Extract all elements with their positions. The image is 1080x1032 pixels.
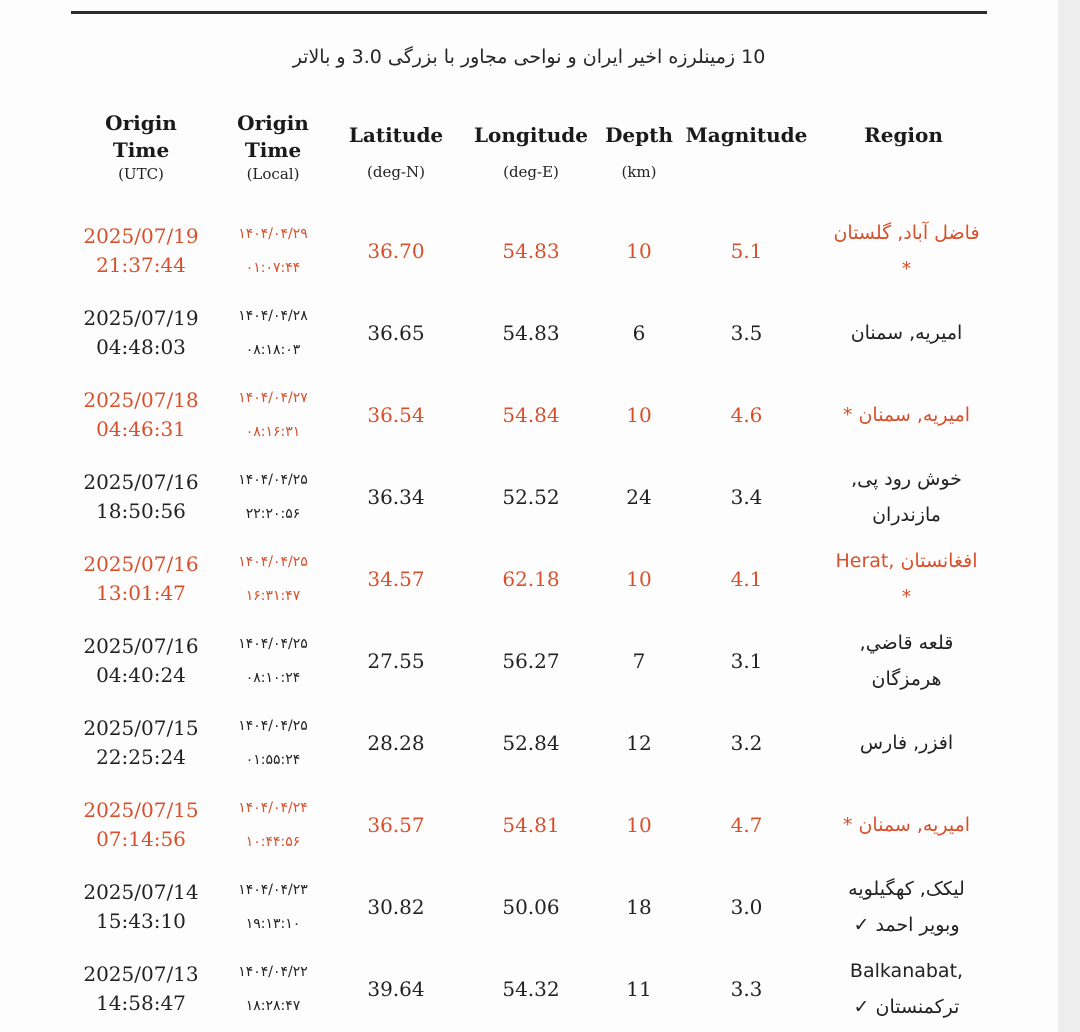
top-rule	[71, 11, 987, 14]
table-row	[71, 702, 987, 784]
cell-origin-time-utc	[71, 538, 211, 620]
local-date: ۱۴۰۴/۰۴/۲۹	[238, 226, 308, 242]
cell-depth: 10	[626, 813, 652, 837]
local-time: ۱۹:۱۳:۱۰	[245, 916, 301, 932]
region-line-1: امیریه, سمنان *	[842, 814, 971, 836]
cell-depth: 11	[626, 977, 652, 1001]
cell-depth: 7	[632, 649, 646, 673]
cell-longitude: 54.83	[502, 321, 560, 345]
table-row	[71, 538, 987, 620]
utc-date: 2025/07/14	[83, 880, 199, 904]
cell-origin-time-local	[211, 702, 335, 784]
header-latitude	[335, 104, 457, 210]
cell-origin-time-local	[211, 948, 335, 1030]
region-line-1: Balkanabat,	[849, 960, 964, 982]
cell-region	[820, 456, 987, 538]
cell-origin-time-utc	[71, 702, 211, 784]
utc-date: 2025/07/15	[83, 798, 199, 822]
header-utc-title-1: Origin	[105, 111, 177, 135]
local-date: ۱۴۰۴/۰۴/۲۴	[238, 800, 308, 816]
cell-longitude: 56.27	[502, 649, 560, 673]
region-line-1: فاضل آباد, گلستان	[833, 222, 980, 244]
cell-latitude: 30.82	[367, 895, 425, 919]
cell-magnitude: 4.1	[730, 567, 763, 591]
region-line-1: امیریه, سمنان *	[842, 404, 971, 426]
cell-longitude: 54.32	[502, 977, 560, 1001]
cell-origin-time-utc	[71, 620, 211, 702]
table-row	[71, 456, 987, 538]
cell-region	[820, 702, 987, 784]
table-row	[71, 374, 987, 456]
viewer-edge	[1058, 0, 1080, 1032]
table-row	[71, 784, 987, 866]
utc-time: 14:58:47	[96, 991, 186, 1015]
cell-latitude: 28.28	[367, 731, 425, 755]
header-local-title-1: Origin	[237, 111, 309, 135]
cell-depth: 12	[626, 731, 652, 755]
header-row	[71, 104, 987, 210]
utc-date: 2025/07/13	[83, 962, 199, 986]
utc-date: 2025/07/16	[83, 470, 199, 494]
local-time: ۰۸:۱۸:۰۳	[245, 342, 301, 358]
utc-date: 2025/07/18	[83, 388, 199, 412]
utc-time: 07:14:56	[96, 827, 186, 851]
cell-latitude: 36.57	[367, 813, 425, 837]
cell-region	[820, 620, 987, 702]
table-caption: 10 زمینلرزه اخیر ایران و نواحی مجاور با بزرگی 3.0 و بالاتر	[292, 46, 766, 68]
utc-date: 2025/07/19	[83, 306, 199, 330]
header-depth-title: Depth	[605, 123, 673, 147]
local-date: ۱۴۰۴/۰۴/۲۵	[238, 718, 308, 734]
region-line-1: ليکک, کهگيلويه	[848, 878, 965, 900]
cell-latitude: 36.54	[367, 403, 425, 427]
header-lon-title: Longitude	[473, 123, 588, 147]
local-time: ۰۱:۰۷:۴۴	[245, 260, 301, 276]
cell-region	[820, 374, 987, 456]
local-time: ۰۸:۱۶:۳۱	[245, 424, 301, 440]
region-line-1: افزر, فارس	[859, 732, 954, 754]
local-date: ۱۴۰۴/۰۴/۲۸	[238, 308, 308, 324]
cell-latitude: 27.55	[367, 649, 425, 673]
region-line-1: امیریه, سمنان	[850, 322, 963, 344]
cell-region	[820, 866, 987, 948]
header-longitude	[457, 104, 605, 210]
cell-longitude: 54.83	[502, 239, 560, 263]
utc-time: 13:01:47	[96, 581, 186, 605]
header-origin-time-local	[211, 104, 335, 210]
cell-origin-time-local	[211, 210, 335, 292]
utc-time: 04:46:31	[96, 417, 186, 441]
cell-origin-time-utc	[71, 784, 211, 866]
local-time: ۱۸:۲۸:۴۷	[245, 998, 301, 1014]
table-row	[71, 292, 987, 374]
cell-depth: 10	[626, 403, 652, 427]
region-line-1: قلعه قاضي,	[859, 632, 954, 654]
header-lat-unit: (deg-N)	[367, 163, 425, 181]
utc-time: 15:43:10	[96, 909, 186, 933]
cell-latitude: 36.34	[367, 485, 425, 509]
cell-region	[820, 948, 987, 1030]
header-depth	[605, 104, 673, 210]
local-time: ۰۸:۱۰:۲۴	[245, 670, 301, 686]
local-time: ۱۰:۴۴:۵۶	[245, 834, 301, 850]
region-line-2: ترکمنستان ✓	[853, 996, 960, 1018]
table-row	[71, 620, 987, 702]
cell-origin-time-local	[211, 456, 335, 538]
cell-depth: 10	[626, 239, 652, 263]
cell-latitude: 34.57	[367, 567, 425, 591]
utc-time: 04:48:03	[96, 335, 186, 359]
cell-magnitude: 5.1	[730, 239, 763, 263]
cell-region	[820, 784, 987, 866]
cell-magnitude: 3.5	[730, 321, 763, 345]
header-utc-unit: (UTC)	[118, 165, 164, 183]
local-time: ۱۶:۳۱:۴۷	[245, 588, 301, 604]
header-origin-time-utc	[71, 104, 211, 210]
header-region	[820, 104, 987, 210]
local-date: ۱۴۰۴/۰۴/۲۵	[238, 554, 308, 570]
utc-date: 2025/07/16	[83, 634, 199, 658]
cell-depth: 6	[632, 321, 646, 345]
earthquake-table	[71, 104, 987, 1030]
utc-time: 21:37:44	[96, 253, 186, 277]
region-line-2: *	[901, 258, 912, 280]
cell-depth: 24	[626, 485, 652, 509]
cell-magnitude: 3.0	[730, 895, 763, 919]
cell-origin-time-utc	[71, 374, 211, 456]
cell-origin-time-local	[211, 784, 335, 866]
region-line-2: *	[901, 586, 912, 608]
cell-magnitude: 3.2	[730, 731, 763, 755]
cell-longitude: 52.52	[502, 485, 560, 509]
cell-magnitude: 3.1	[730, 649, 763, 673]
cell-depth: 18	[626, 895, 652, 919]
utc-time: 18:50:56	[96, 499, 186, 523]
utc-time: 04:40:24	[96, 663, 186, 687]
cell-magnitude: 3.4	[730, 485, 763, 509]
cell-magnitude: 4.7	[730, 813, 763, 837]
cell-origin-time-local	[211, 374, 335, 456]
cell-origin-time-local	[211, 538, 335, 620]
cell-origin-time-utc	[71, 456, 211, 538]
cell-longitude: 50.06	[502, 895, 560, 919]
cell-magnitude: 3.3	[730, 977, 763, 1001]
header-mag-title: Magnitude	[685, 123, 808, 147]
header-local-unit: (Local)	[246, 165, 300, 183]
region-line-1: Herat, افغانستان	[835, 550, 978, 572]
header-lat-title: Latitude	[348, 123, 444, 147]
cell-region	[820, 292, 987, 374]
cell-origin-time-utc	[71, 866, 211, 948]
cell-longitude: 54.81	[502, 813, 560, 837]
table-row	[71, 210, 987, 292]
cell-latitude: 36.65	[367, 321, 425, 345]
cell-latitude: 36.70	[367, 239, 425, 263]
table-row	[71, 948, 987, 1030]
utc-date: 2025/07/16	[83, 552, 199, 576]
local-date: ۱۴۰۴/۰۴/۲۲	[238, 964, 308, 980]
local-date: ۱۴۰۴/۰۴/۲۵	[238, 636, 308, 652]
cell-origin-time-utc	[71, 292, 211, 374]
cell-origin-time-utc	[71, 948, 211, 1030]
cell-origin-time-local	[211, 620, 335, 702]
local-time: ۰۱:۵۵:۲۴	[245, 752, 301, 768]
cell-latitude: 39.64	[367, 977, 425, 1001]
region-line-2: وبوير احمد ✓	[853, 914, 960, 936]
header-region-title: Region	[864, 123, 943, 147]
cell-origin-time-utc	[71, 210, 211, 292]
cell-origin-time-local	[211, 292, 335, 374]
cell-longitude: 62.18	[502, 567, 560, 591]
cell-magnitude: 4.6	[730, 403, 763, 427]
header-depth-unit: (km)	[621, 163, 657, 181]
region-line-1: خوش رود پی,	[851, 468, 962, 490]
utc-date: 2025/07/19	[83, 224, 199, 248]
utc-date: 2025/07/15	[83, 716, 199, 740]
cell-longitude: 54.84	[502, 403, 560, 427]
cell-longitude: 52.84	[502, 731, 560, 755]
region-line-2: مازندران	[872, 504, 941, 526]
header-local-title-2: Time	[244, 138, 302, 162]
cell-region	[820, 210, 987, 292]
local-date: ۱۴۰۴/۰۴/۲۵	[238, 472, 308, 488]
local-date: ۱۴۰۴/۰۴/۲۷	[238, 390, 308, 406]
header-lon-unit: (deg-E)	[503, 163, 559, 181]
cell-region	[820, 538, 987, 620]
header-utc-title-2: Time	[112, 138, 170, 162]
cell-origin-time-local	[211, 866, 335, 948]
table-row	[71, 866, 987, 948]
region-line-2: هرمزگان	[871, 668, 942, 690]
local-time: ۲۲:۲۰:۵۶	[245, 506, 301, 522]
cell-depth: 10	[626, 567, 652, 591]
header-magnitude	[673, 104, 820, 210]
local-date: ۱۴۰۴/۰۴/۲۳	[238, 882, 308, 898]
utc-time: 22:25:24	[96, 745, 186, 769]
